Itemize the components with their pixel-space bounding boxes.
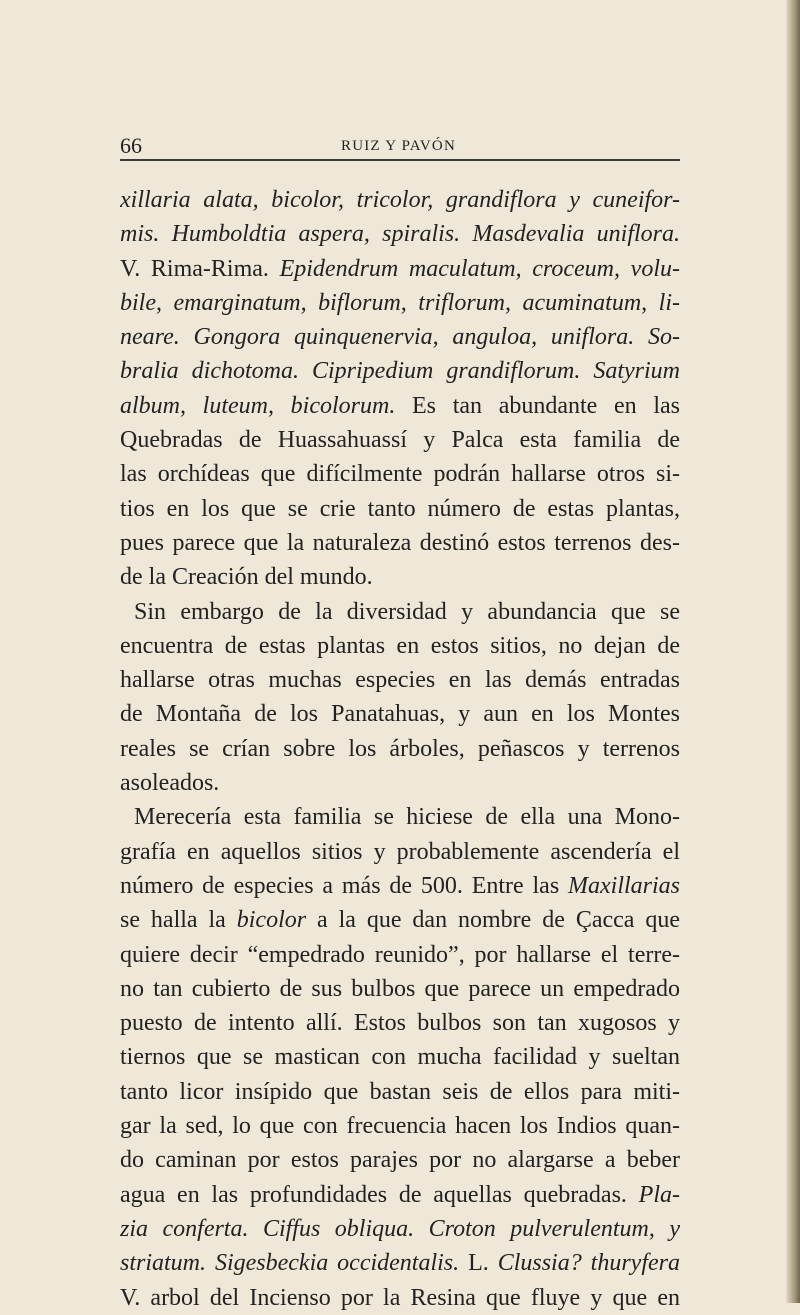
text-line	[120, 1075, 680, 1109]
text-line	[120, 903, 680, 937]
text-line	[120, 663, 680, 697]
text-line	[120, 732, 680, 766]
text-line	[120, 1246, 680, 1280]
text-line	[120, 457, 680, 491]
italic-text-segment: striatum. Sigesbeckia occidentalis.	[120, 1250, 460, 1277]
text-line	[120, 766, 680, 800]
text-line	[120, 1281, 680, 1315]
text-line	[120, 972, 680, 1006]
text-segment: puesto de intento allí. Estos bulbos son tan xugosos y	[120, 1010, 680, 1037]
text-line	[120, 217, 680, 251]
italic-text-segment: Maxillarias	[568, 872, 680, 899]
page-edge-shadow	[786, 0, 800, 1303]
italic-text-segment: xillaria alata, bicolor, tricolor, grandiflora y cuneifor-	[120, 187, 680, 213]
running-head: RUIZ Y PAVÓN	[341, 138, 456, 154]
text-segment: a la que dan nombre de Çacca que	[306, 907, 680, 934]
text-segment: tanto licor insípido que bastan seis de ellos para miti-	[120, 1078, 680, 1105]
text-line	[120, 1040, 680, 1074]
text-line	[120, 869, 680, 903]
text-line	[120, 629, 680, 663]
text-line	[120, 526, 680, 560]
text-segment: de la Creación del mundo.	[120, 564, 373, 591]
text-segment: Sin embargo de la diversidad y abundancia que se	[134, 598, 680, 625]
text-line	[120, 492, 680, 526]
italic-text-segment: Epidendrum maculatum, croceum, volu-	[279, 255, 680, 282]
text-line	[120, 252, 680, 286]
text-line	[120, 560, 680, 594]
text-line	[120, 697, 680, 731]
text-segment: V. arbol del Incienso por la Resina que fluye y que en	[120, 1284, 680, 1311]
text-line	[120, 1212, 680, 1246]
text-segment: do caminan por estos parajes por no alargarse a beber	[120, 1147, 680, 1174]
italic-text-segment: mis. Humboldtia aspera, spiralis. Masdevalia uniflora.	[120, 221, 680, 248]
page-header	[120, 133, 680, 159]
text-line	[120, 183, 680, 217]
text-segment: L.	[459, 1250, 498, 1277]
italic-text-segment: bralia dichotoma. Cipripedium grandiflorum. Satyrium	[120, 358, 680, 385]
text-line	[120, 1109, 680, 1143]
text-line	[120, 800, 680, 834]
text-segment: se halla la	[120, 907, 237, 934]
text-line	[120, 835, 680, 869]
text-segment: asoleados.	[120, 770, 220, 797]
text-segment: gar la sed, lo que con frecuencia hacen los Indios quan-	[120, 1113, 680, 1140]
text-segment: Merecería esta familia se hiciese de ella una Mono-	[134, 804, 680, 831]
text-segment: grafía en aquellos sitios y probablemente ascendería el	[120, 838, 680, 865]
text-segment: reales se crían sobre los árboles, peñascos y terrenos	[120, 735, 680, 762]
italic-text-segment: zia conferta. Ciffus obliqua. Croton pulverulentum, y	[120, 1215, 680, 1242]
text-segment: tios en los que se crie tanto número de estas plantas,	[120, 495, 680, 522]
text-line	[120, 354, 680, 388]
text-segment: V. Rima-Rima.	[120, 255, 280, 282]
text-segment: Quebradas de Huassahuassí y Palca esta familia de	[120, 427, 680, 454]
italic-text-segment: neare. Gongora quinquenervia, anguloa, uniflora. So-	[120, 324, 680, 351]
text-line	[120, 389, 680, 423]
text-line	[120, 1178, 680, 1212]
text-segment: las orchídeas que difícilmente podrán hallarse otros si-	[120, 461, 680, 488]
italic-text-segment: bicolor	[236, 907, 307, 934]
text-segment: número de especies a más de 500. Entre las	[120, 872, 568, 899]
italic-text-segment: Pla-	[638, 1181, 680, 1208]
text-line	[120, 1006, 680, 1040]
italic-text-segment: bile, emarginatum, biflorum, triflorum, acuminatum, li-	[120, 289, 680, 316]
text-segment: no tan cubierto de sus bulbos que parece un empedrado	[120, 975, 680, 1002]
text-line	[120, 595, 680, 629]
text-line	[120, 320, 680, 354]
page-number: 66	[120, 133, 142, 158]
text-segment: tiernos que se mastican con mucha facilidad y sueltan	[120, 1044, 680, 1071]
text-segment: pues parece que la naturaleza destinó estos terrenos des-	[120, 529, 680, 556]
header-rule	[120, 159, 680, 161]
text-segment: de Montaña de los Panatahuas, y aun en los Montes	[120, 701, 680, 728]
text-line	[120, 1143, 680, 1177]
text-line	[120, 286, 680, 320]
text-line	[120, 938, 680, 972]
text-segment: hallarse otras muchas especies en las demás entradas	[120, 667, 680, 694]
text-segment: Es tan abundante en las	[395, 392, 680, 419]
body-text	[120, 183, 680, 1315]
text-segment: encuentra de estas plantas en estos sitios, no dejan de	[120, 632, 680, 659]
text-line	[120, 423, 680, 457]
italic-text-segment: album, luteum, bicolorum.	[120, 392, 396, 419]
text-segment: agua en las profundidades de aquellas quebradas.	[120, 1181, 639, 1208]
italic-text-segment: Clussia? thuryfera	[497, 1250, 680, 1277]
text-segment: quiere decir “empedrado reunido”, por hallarse el terre-	[120, 941, 680, 968]
